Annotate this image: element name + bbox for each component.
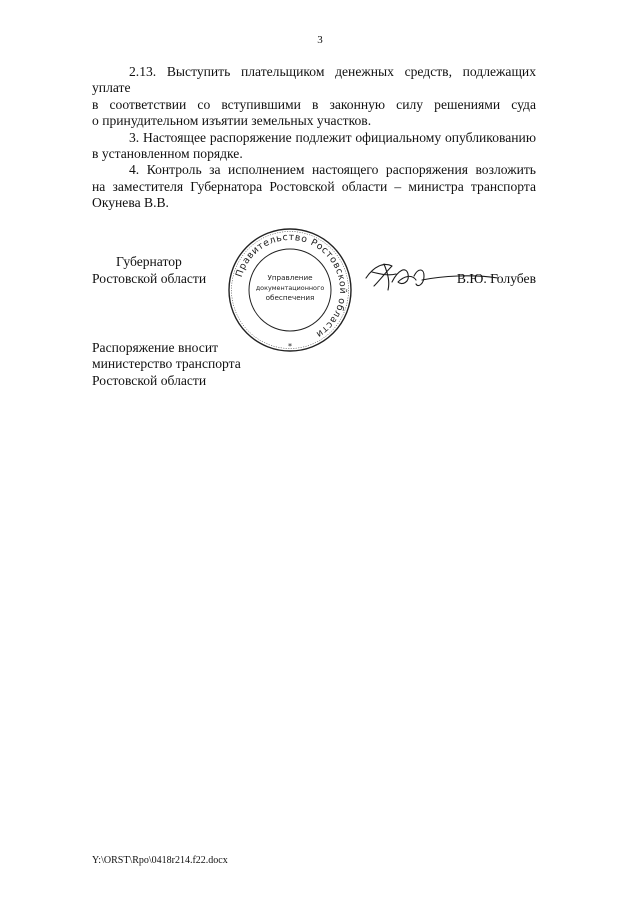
seal-ring-textpath: Правительство Ростовской области	[233, 231, 349, 340]
paragraph-line: 4. Контроль за исполнением настоящего распоряжения возложить	[129, 162, 536, 178]
paragraph-3	[92, 130, 536, 163]
seal-center-line: документационного	[255, 284, 325, 292]
paragraph-line: в соответствии со вступившими в законную силу решениями суда	[92, 96, 536, 112]
introduced-by-line: министерство транспорта	[92, 356, 241, 372]
introduced-by	[92, 340, 241, 389]
paragraph-2-13	[92, 64, 536, 130]
signature-block	[92, 231, 536, 351]
seal-center-line: Управление	[267, 273, 313, 282]
introduced-by-line: Ростовской области	[92, 372, 207, 388]
governor-name: В.Ю. Голубев	[456, 271, 536, 286]
introduced-by-line: Распоряжение вносит	[92, 340, 219, 355]
official-seal-icon	[226, 226, 354, 354]
paragraph-line: на заместителя Губернатора Ростовской области – министра транспорта	[92, 178, 536, 194]
page-number: 3	[317, 34, 323, 46]
seal-star: *	[288, 342, 292, 351]
paragraph-line: 2.13. Выступить плательщиком денежных средств, подлежащих уплате	[92, 64, 536, 96]
paragraph-line: 3. Настоящее распоряжение подлежит официальному опубликованию	[129, 129, 536, 145]
paragraph-line: в установленном порядке.	[92, 146, 243, 162]
footer-file-path: Y:\ORST\Rpo\0418r214.f22.docx	[92, 855, 228, 866]
seal-center-line: обеспечения	[265, 293, 315, 302]
paragraph-4	[92, 162, 536, 211]
document-body	[92, 64, 536, 212]
governor-title: Губернатор	[116, 254, 182, 269]
governor-region: Ростовской области	[92, 271, 207, 286]
paragraph-line: о принудительном изъятии земельных участков.	[92, 113, 372, 129]
paragraph-line: Окунева В.В.	[92, 195, 169, 211]
